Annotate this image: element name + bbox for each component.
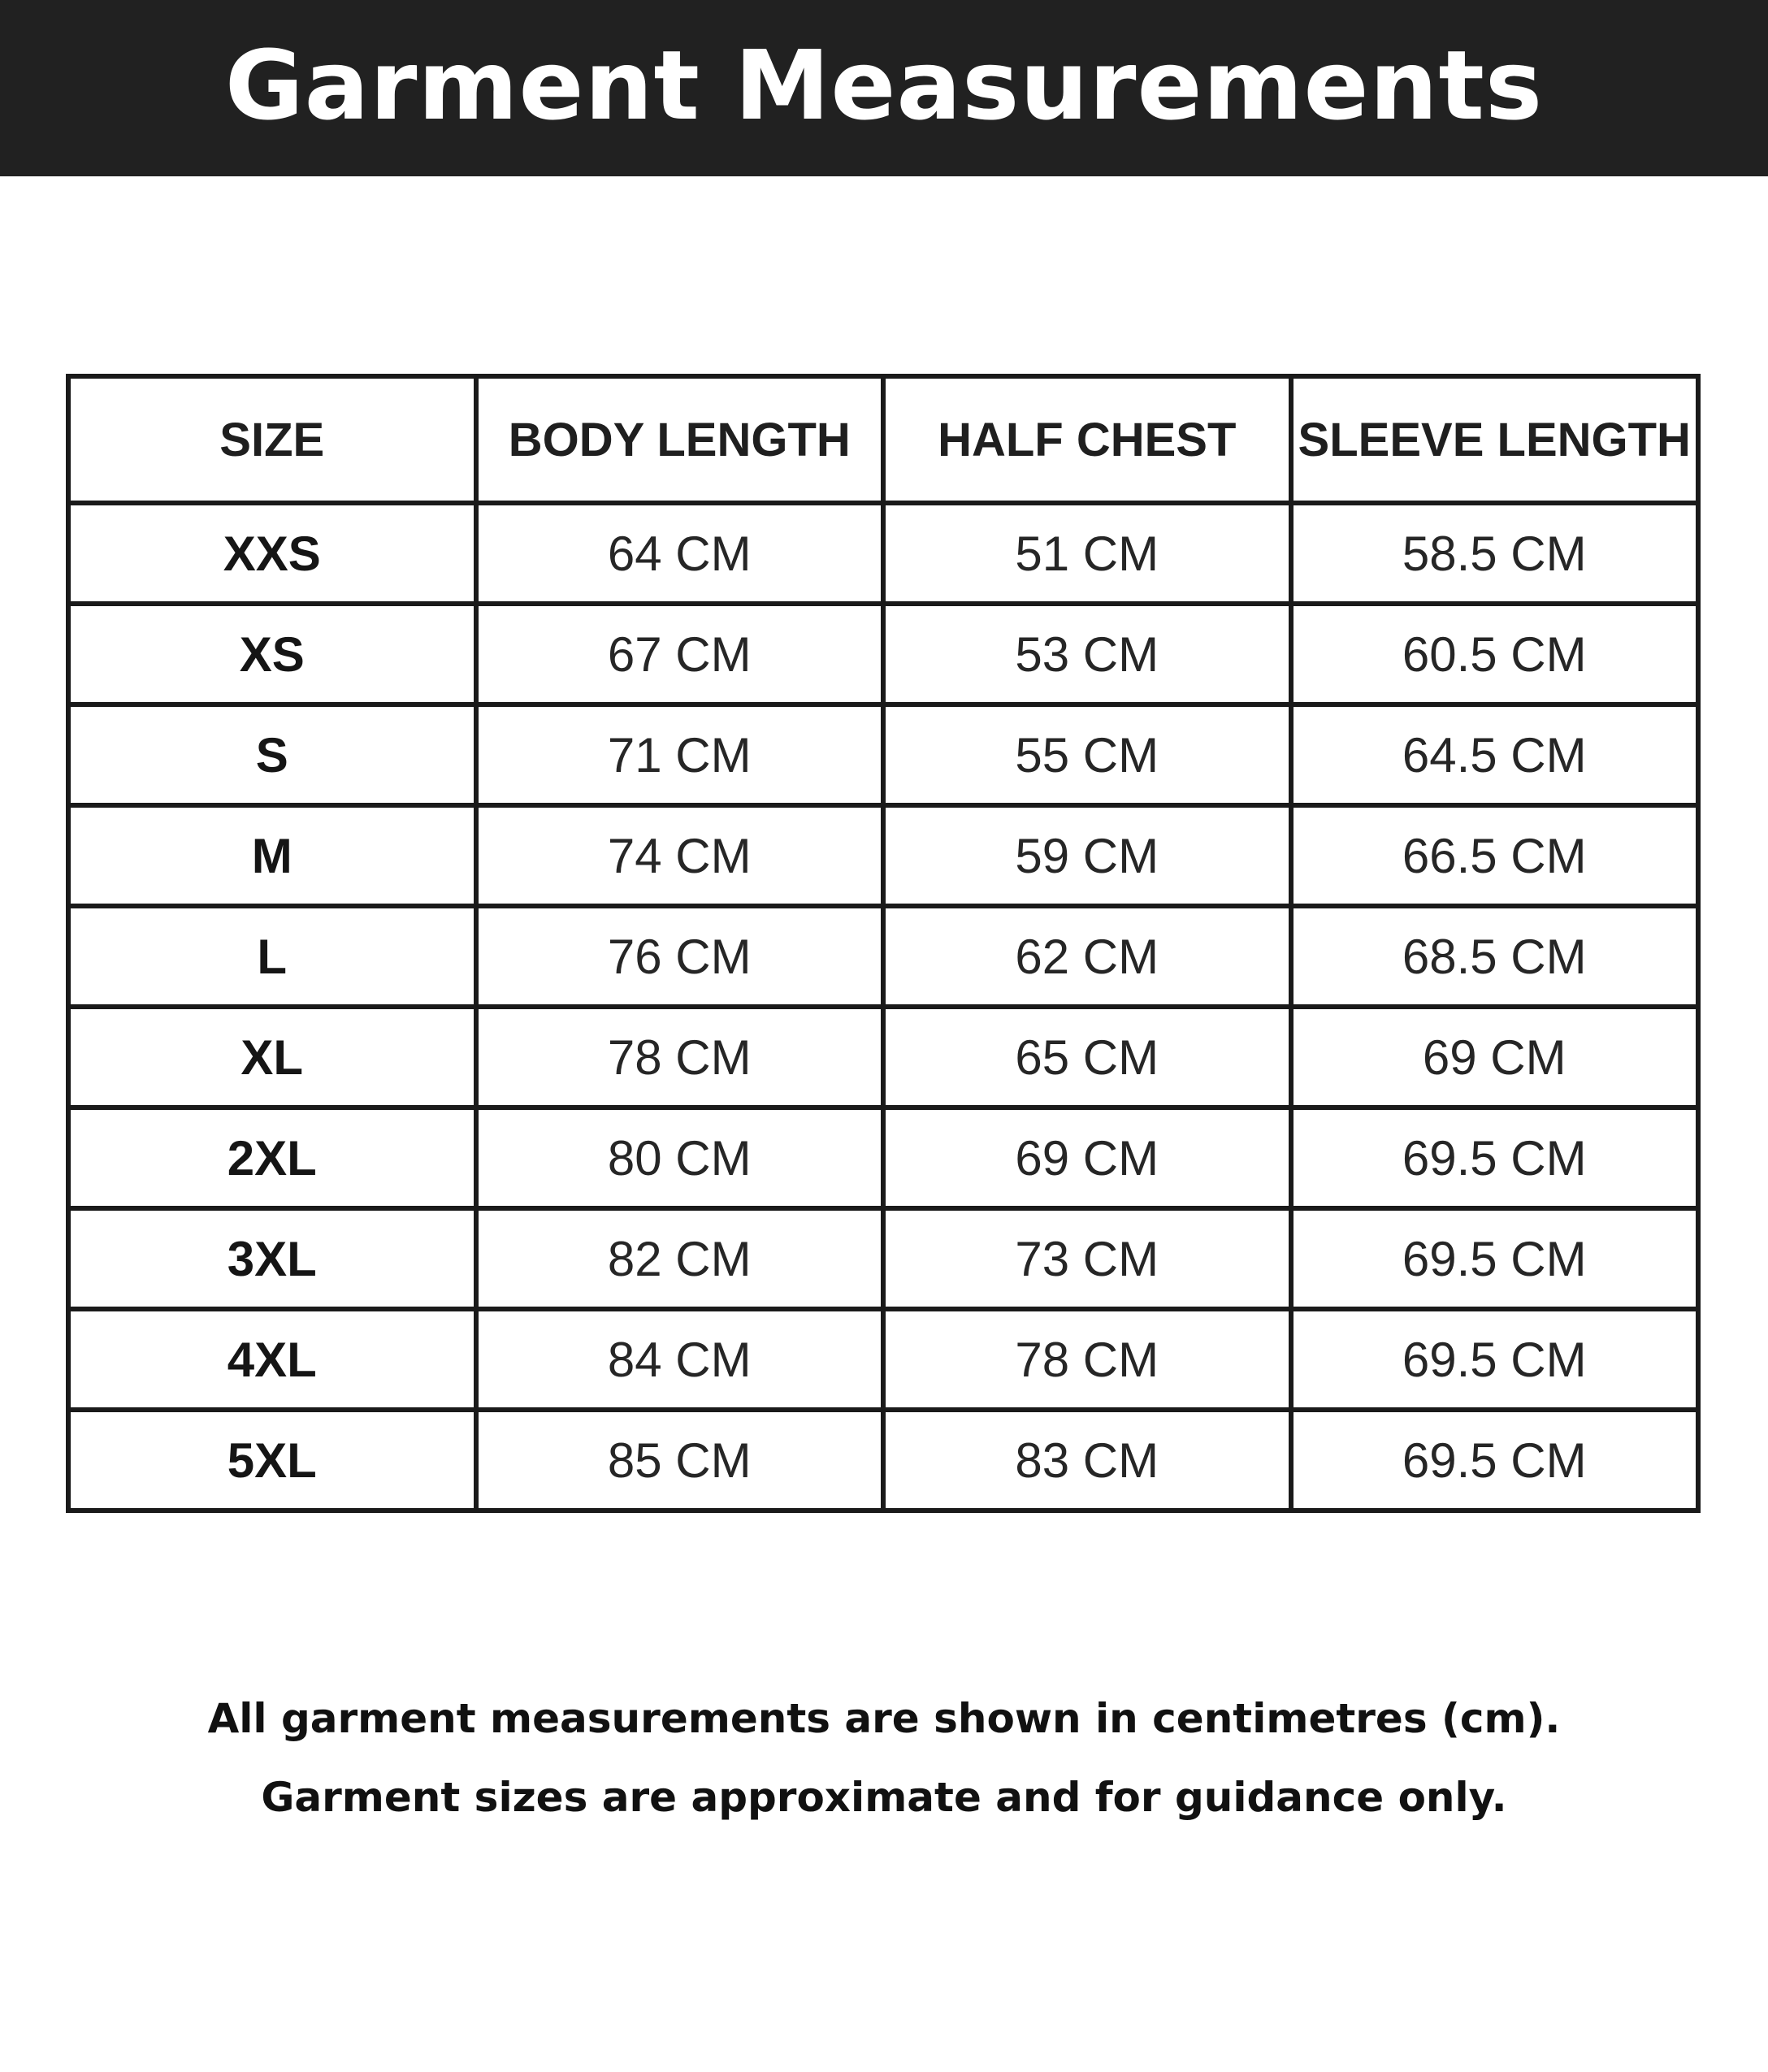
page-title: Garment Measurements: [224, 28, 1544, 141]
footnotes: [0, 1695, 1768, 1821]
body-length-cell: 71 CM: [476, 704, 884, 805]
half-chest-cell: 59 CM: [883, 805, 1291, 906]
half-chest-cell: 65 CM: [883, 1007, 1291, 1108]
title-bar: [0, 0, 1768, 176]
measurement-table: [66, 374, 1701, 1513]
guidance-note: Garment sizes are approximate and for guidance only.: [261, 1774, 1507, 1821]
table-row: [68, 1309, 1698, 1410]
header-half-chest: HALF CHEST: [883, 376, 1291, 503]
size-cell: XL: [68, 1007, 476, 1108]
half-chest-cell: 62 CM: [883, 906, 1291, 1007]
half-chest-cell: 83 CM: [883, 1410, 1291, 1511]
size-cell: 2XL: [68, 1108, 476, 1208]
half-chest-cell: 69 CM: [883, 1108, 1291, 1208]
size-cell: L: [68, 906, 476, 1007]
table-row: [68, 1108, 1698, 1208]
size-cell: S: [68, 704, 476, 805]
sleeve-length-cell: 69.5 CM: [1291, 1208, 1699, 1309]
measurement-table-container: [66, 374, 1701, 1513]
sleeve-length-cell: 66.5 CM: [1291, 805, 1699, 906]
table-header-row: [68, 376, 1698, 503]
body-length-cell: 64 CM: [476, 503, 884, 604]
body-length-cell: 85 CM: [476, 1410, 884, 1511]
sleeve-length-cell: 64.5 CM: [1291, 704, 1699, 805]
sleeve-length-cell: 69 CM: [1291, 1007, 1699, 1108]
sleeve-length-cell: 69.5 CM: [1291, 1108, 1699, 1208]
header-size: SIZE: [68, 376, 476, 503]
size-cell: XS: [68, 604, 476, 704]
sleeve-length-cell: 69.5 CM: [1291, 1410, 1699, 1511]
table-row: [68, 805, 1698, 906]
table-row: [68, 906, 1698, 1007]
half-chest-cell: 78 CM: [883, 1309, 1291, 1410]
sleeve-length-cell: 58.5 CM: [1291, 503, 1699, 604]
header-body-length: BODY LENGTH: [476, 376, 884, 503]
sleeve-length-cell: 69.5 CM: [1291, 1309, 1699, 1410]
body-length-cell: 78 CM: [476, 1007, 884, 1108]
table-row: [68, 503, 1698, 604]
table-row: [68, 1208, 1698, 1309]
body-length-cell: 67 CM: [476, 604, 884, 704]
body-length-cell: 82 CM: [476, 1208, 884, 1309]
size-cell: 4XL: [68, 1309, 476, 1410]
body-length-cell: 76 CM: [476, 906, 884, 1007]
size-cell: M: [68, 805, 476, 906]
size-cell: 5XL: [68, 1410, 476, 1511]
sleeve-length-cell: 68.5 CM: [1291, 906, 1699, 1007]
body-length-cell: 84 CM: [476, 1309, 884, 1410]
units-note: All garment measurements are shown in centimetres (cm).: [207, 1695, 1561, 1742]
size-cell: 3XL: [68, 1208, 476, 1309]
half-chest-cell: 53 CM: [883, 604, 1291, 704]
body-length-cell: 74 CM: [476, 805, 884, 906]
table-row: [68, 1410, 1698, 1511]
body-length-cell: 80 CM: [476, 1108, 884, 1208]
half-chest-cell: 55 CM: [883, 704, 1291, 805]
header-sleeve-length: SLEEVE LENGTH: [1291, 376, 1699, 503]
half-chest-cell: 51 CM: [883, 503, 1291, 604]
table-row: [68, 704, 1698, 805]
table-row: [68, 604, 1698, 704]
half-chest-cell: 73 CM: [883, 1208, 1291, 1309]
sleeve-length-cell: 60.5 CM: [1291, 604, 1699, 704]
table-row: [68, 1007, 1698, 1108]
size-cell: XXS: [68, 503, 476, 604]
